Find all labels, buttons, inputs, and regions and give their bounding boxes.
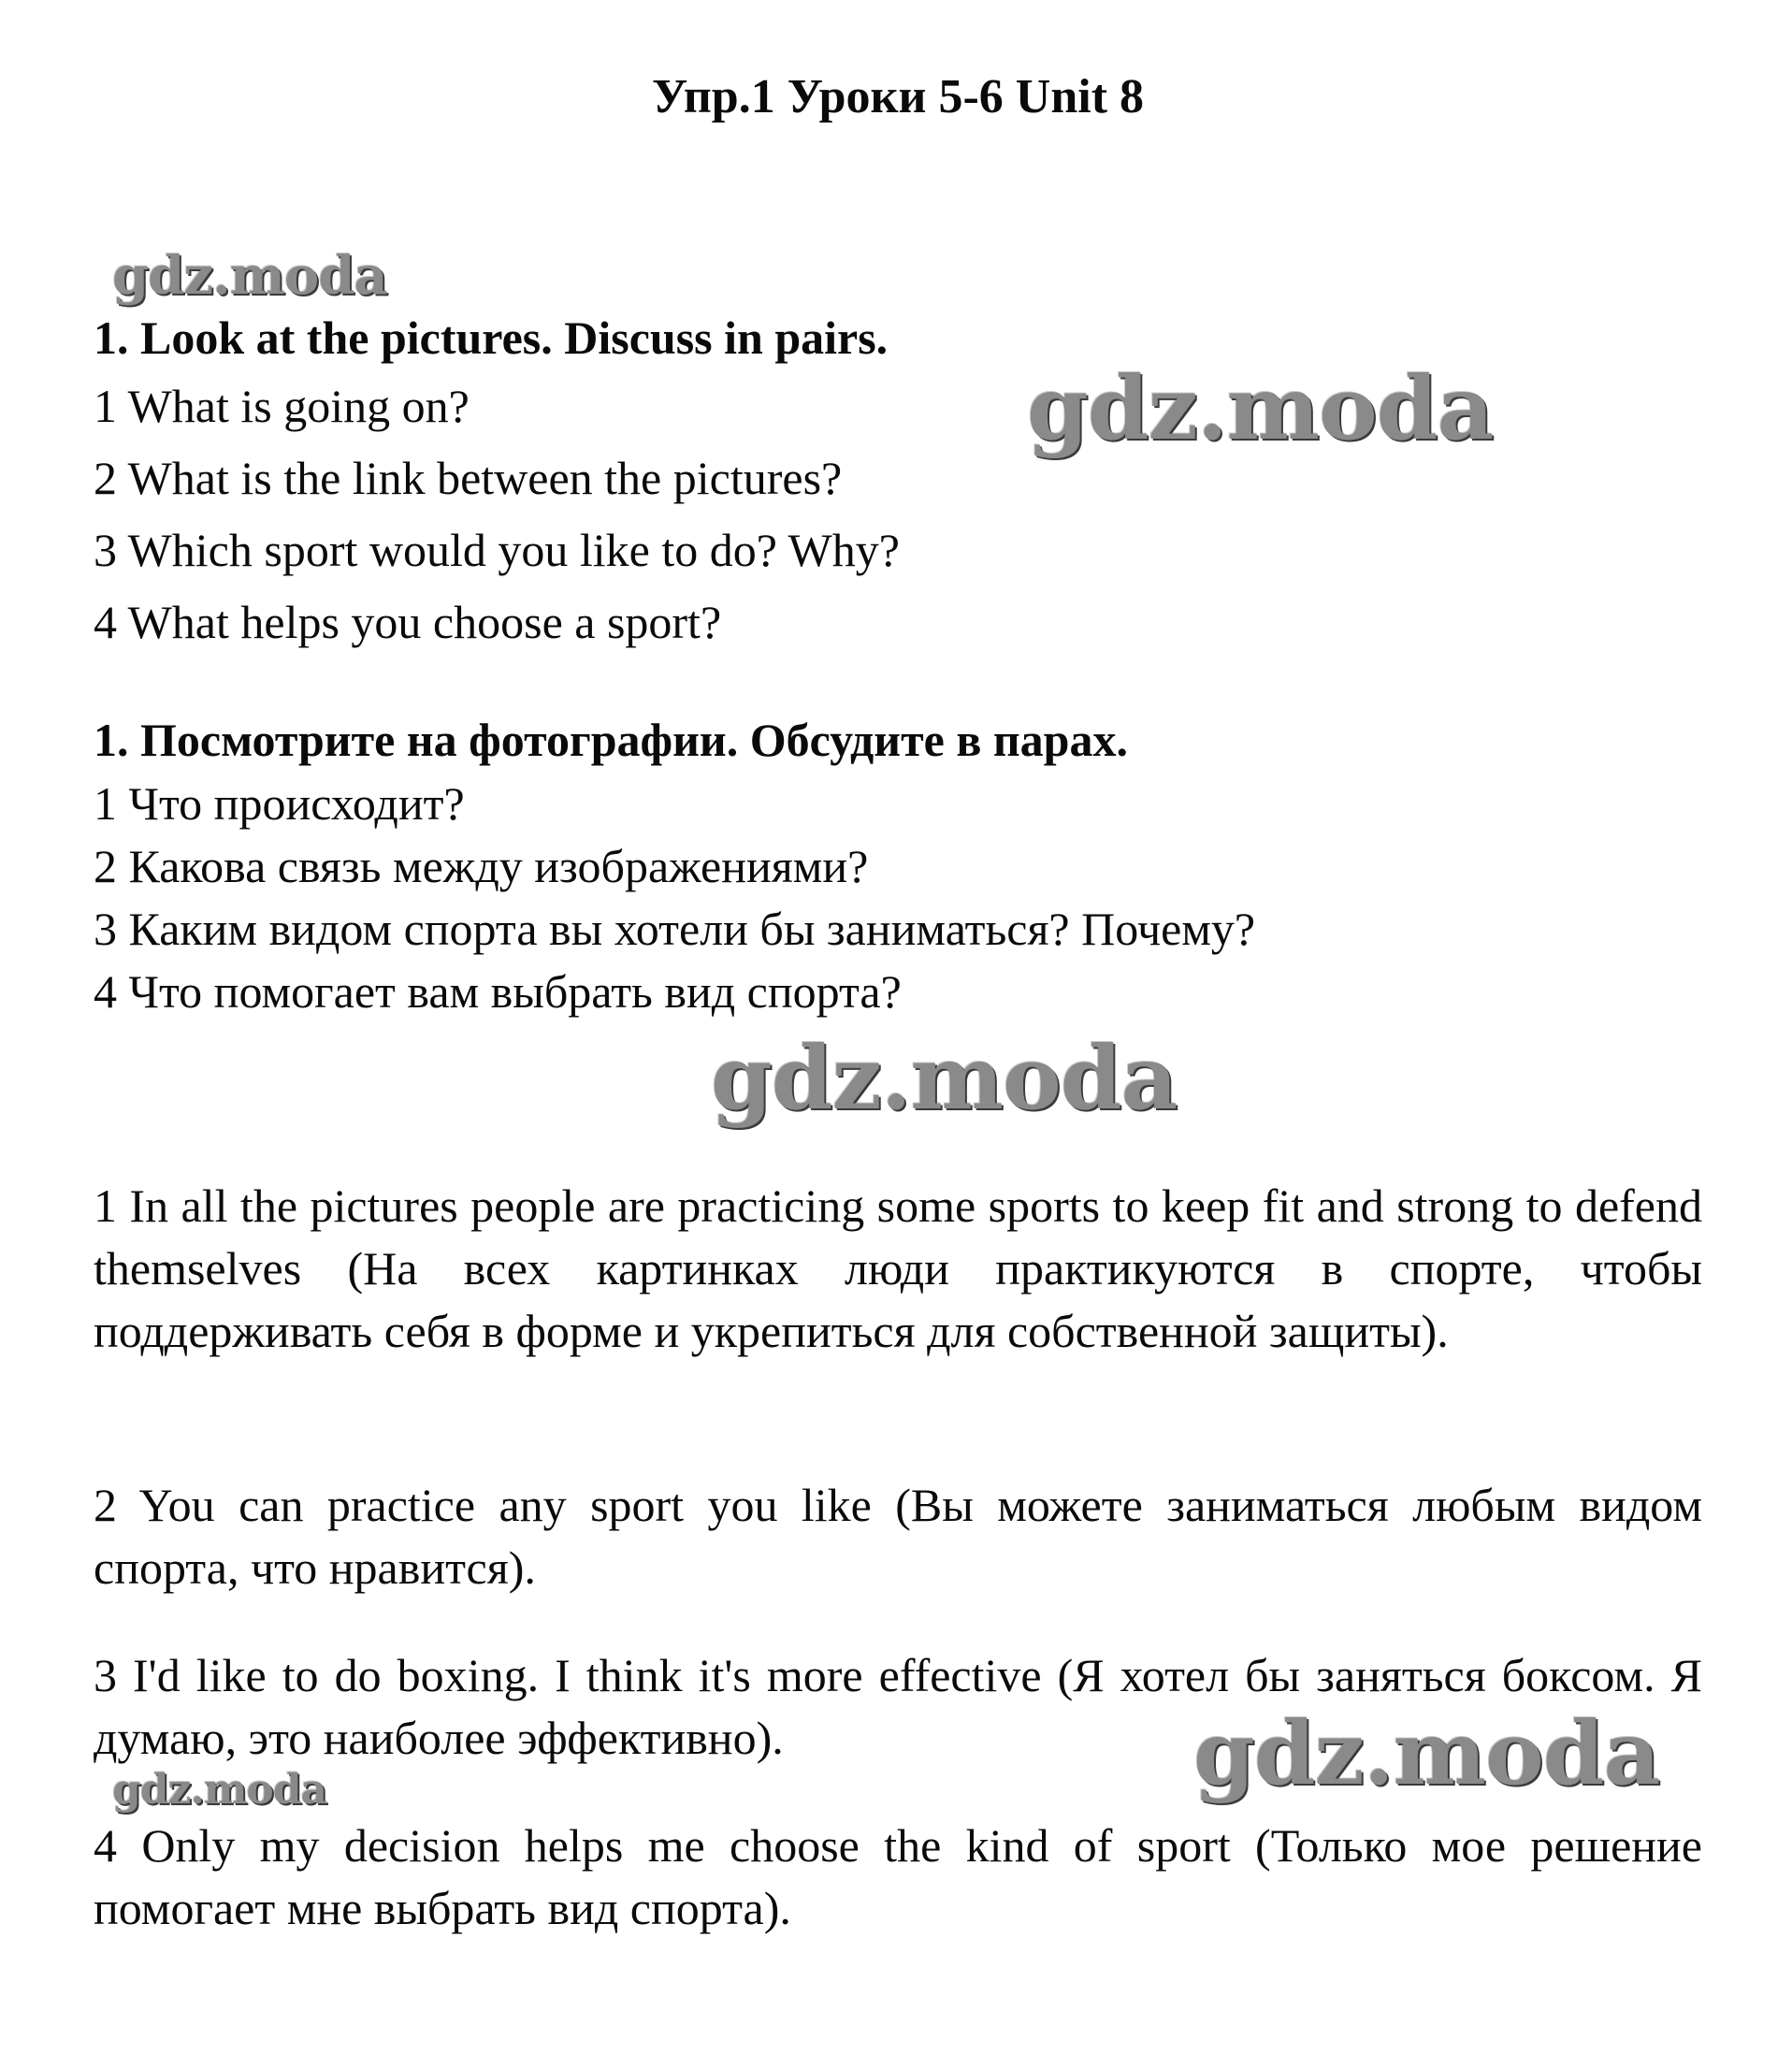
watermark-logo: gdz.moda	[1027, 357, 1494, 460]
russian-question-2: 2 Какова связь между изображениями?	[94, 840, 869, 892]
watermark-logo: gdz.moda	[1193, 1702, 1660, 1805]
watermark-logo: gdz.moda	[112, 1766, 327, 1814]
english-heading: 1. Look at the pictures. Discuss in pairs.	[94, 311, 889, 364]
russian-exercise	[94, 707, 1702, 1023]
russian-question-4: 4 Что помогает вам выбрать вид спорта?	[94, 965, 902, 1018]
page-title: Упр.1 Уроки 5-6 Unit 8	[651, 70, 1145, 123]
english-question-4: 4 What helps you choose a sport?	[94, 596, 722, 648]
english-question-1: 1 What is going on?	[94, 380, 470, 432]
document-page	[94, 0, 1702, 2054]
russian-heading: 1. Посмотрите на фотографии. Обсудите в парах.	[94, 714, 1128, 766]
english-question-3: 3 Which sport would you like to do? Why?	[94, 524, 900, 576]
answer-1: 1 In all the pictures people are practicing some sports to keep fit and strong to defend themselves (На всех картинках люди практикуются в спорте, чтобы поддерживать себя в форме и укрепиться для собственной защиты).	[94, 1179, 1702, 1357]
answer-2: 2 You can practice any sport you like (Вы можете заниматься любым видом спорта, что нравится).	[94, 1479, 1702, 1594]
watermark-logo: gdz.moda	[711, 1027, 1178, 1130]
english-question-2: 2 What is the link between the pictures?	[94, 452, 843, 504]
answer-4: 4 Only my decision helps me choose the kind of sport (Только мое решение помогает мне выбрать вид спорта).	[94, 1819, 1702, 1934]
russian-question-1: 1 Что происходит?	[94, 777, 465, 830]
watermark-logo: gdz.moda	[112, 245, 387, 307]
answer-3: 3 I'd like to do boxing. I think it's more effective (Я хотел бы заняться боксом. Я думаю, это наиболее эффективно).	[94, 1649, 1702, 1764]
russian-question-3: 3 Каким видом спорта вы хотели бы заниматься? Почему?	[94, 903, 1256, 955]
